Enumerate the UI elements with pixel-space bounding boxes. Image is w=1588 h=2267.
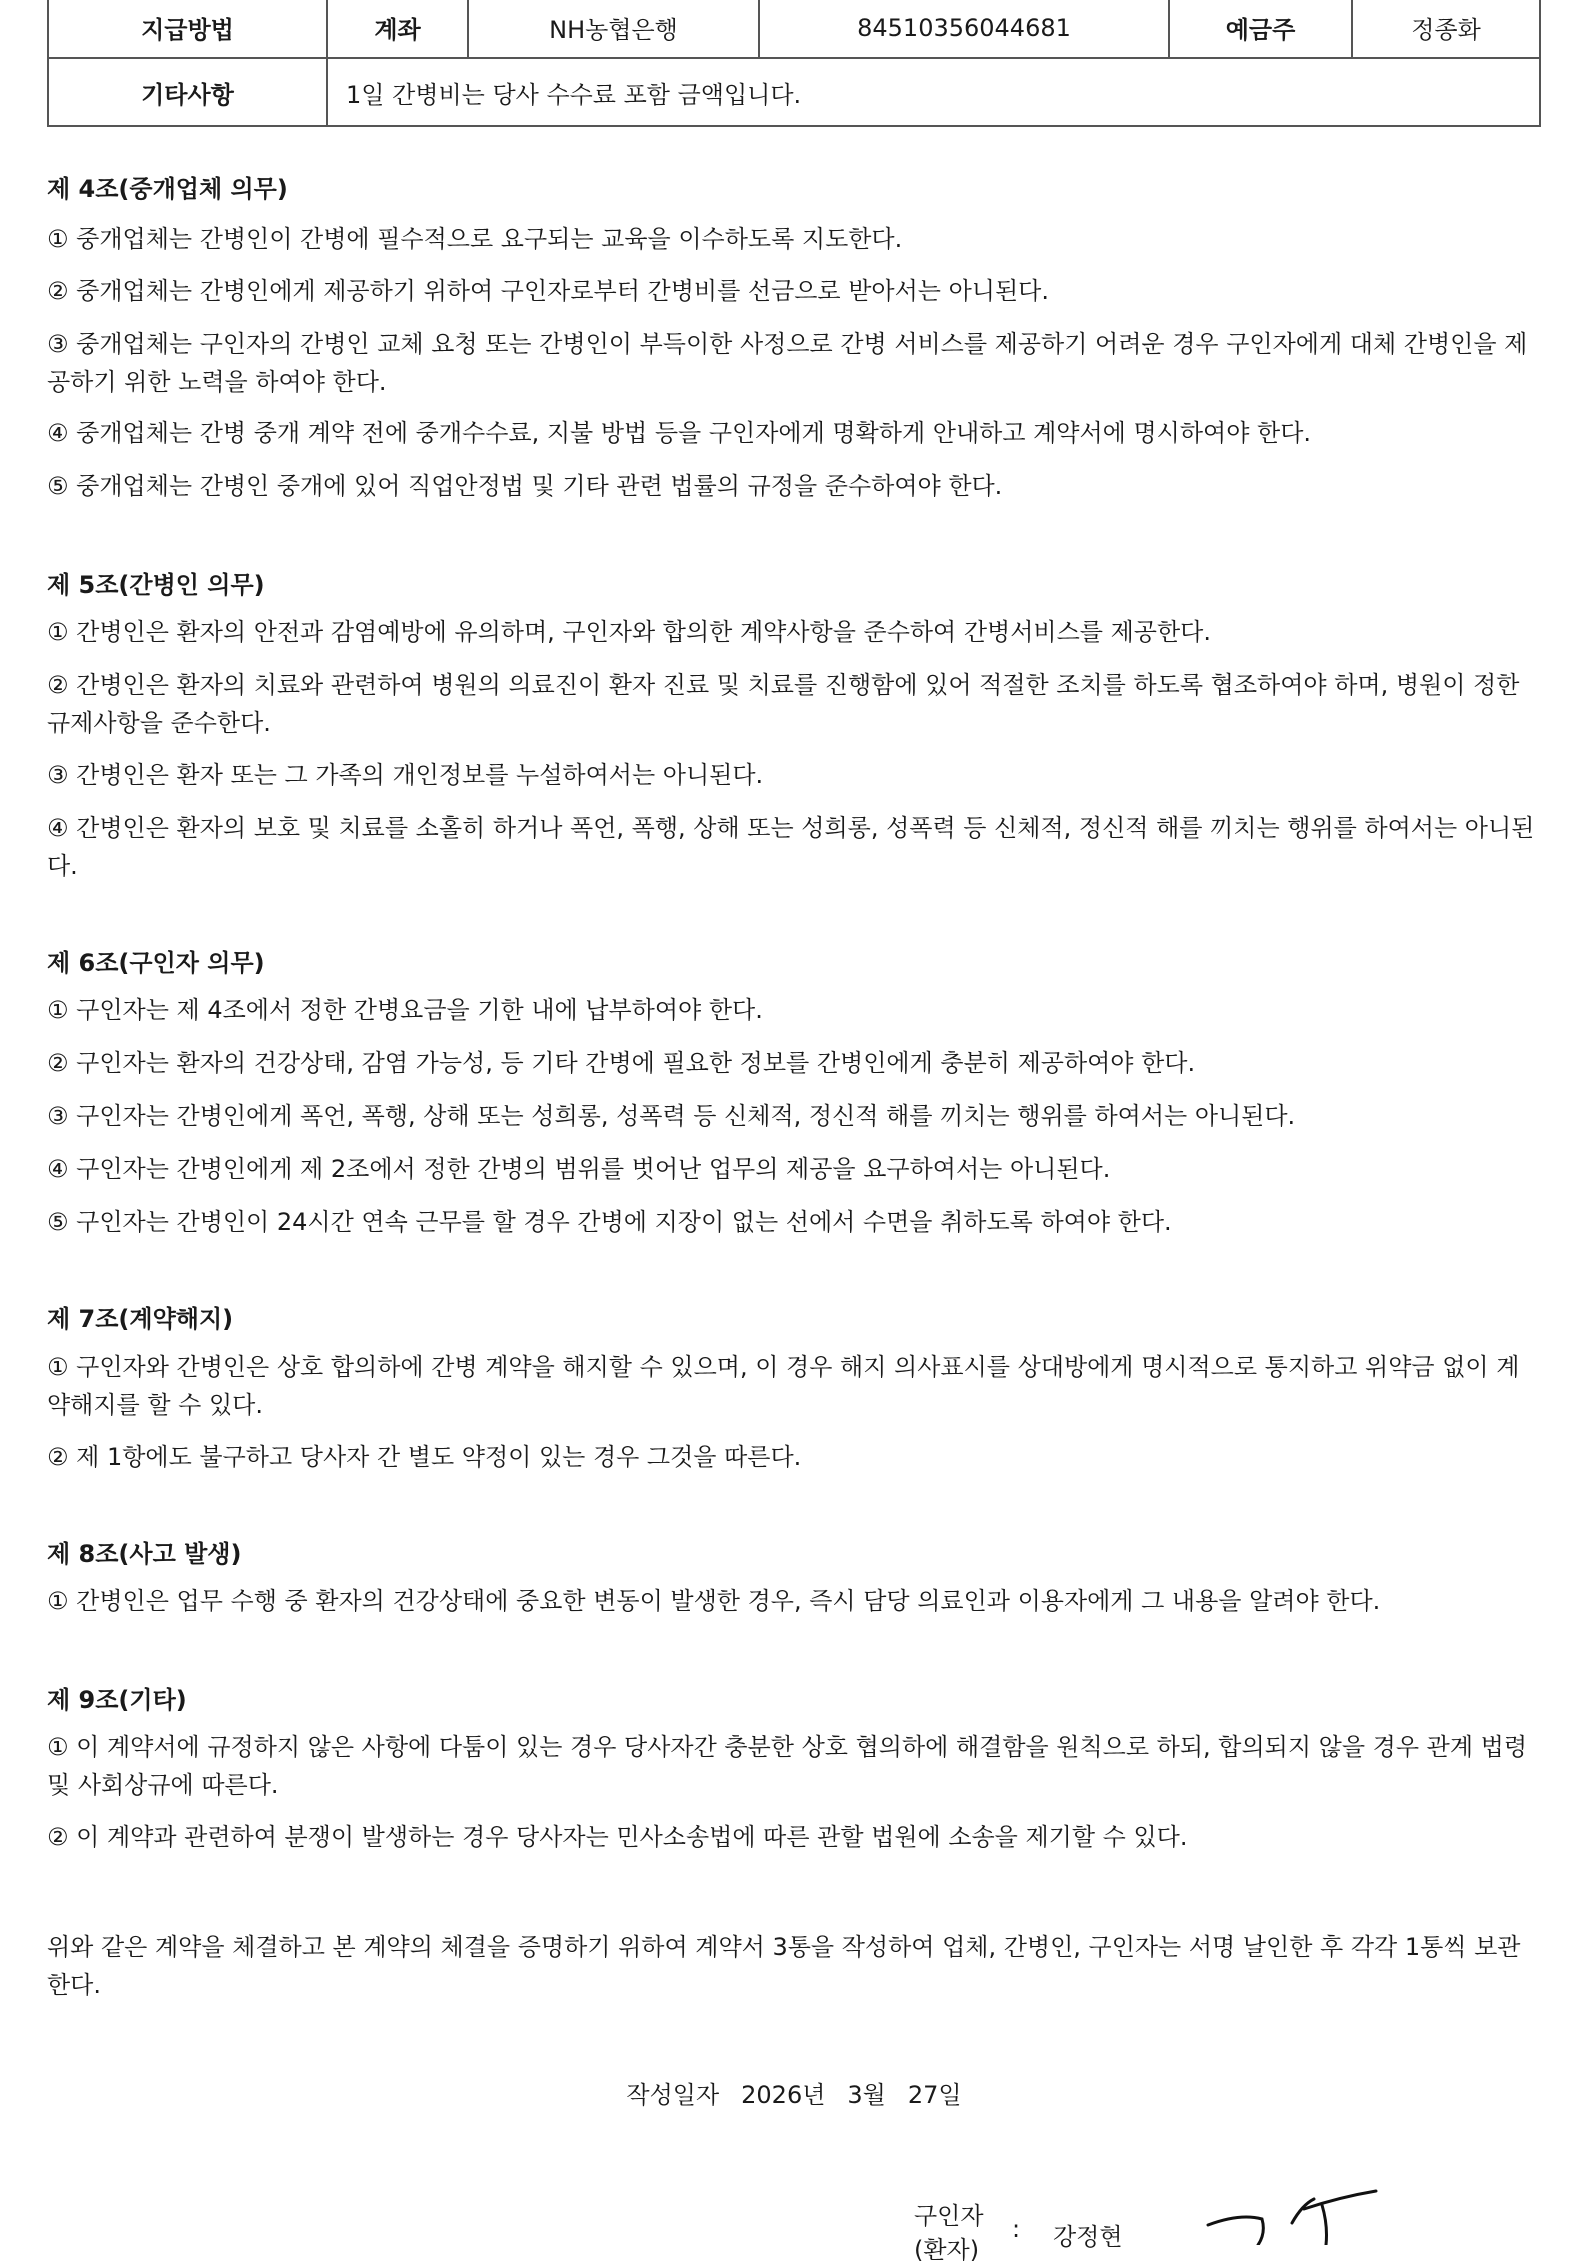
handwritten-signature bbox=[1200, 2185, 1410, 2245]
article-8-title: 제 8조(사고 발생) bbox=[47, 1540, 242, 1568]
date-label: 작성일자 bbox=[626, 2081, 720, 2109]
signature-name: 강정현 bbox=[1053, 2223, 1123, 2251]
article-7-item-2: ② 제 1항에도 불구하고 당사자 간 별도 약정이 있는 경우 그것을 따른다. bbox=[47, 1443, 802, 1471]
article-4-item-2: ② 중개업체는 간병인에게 제공하기 위하여 구인자로부터 간병비를 선금으로 받아서는 아니된다. bbox=[47, 277, 1049, 305]
article-5-item-2: ② 간병인은 환자의 치료와 관련하여 병원의 의료진이 환자 진료 및 치료를 진행함에 있어 적절한 조치를 하도록 협조하여야 하며, 병원이 정한 규제사항을 준수한다. bbox=[47, 671, 1520, 737]
article-4-item-4: ④ 중개업체는 간병 중개 계약 전에 중개수수료, 지불 방법 등을 구인자에게 명확하게 안내하고 계약서에 명시하여야 한다. bbox=[47, 419, 1312, 447]
payment-bank: NH농협은행 bbox=[468, 0, 759, 58]
article-9-item-2: ② 이 계약과 관련하여 분쟁이 발생하는 경우 당사자는 민사소송법에 따른 관할 법원에 소송을 제기할 수 있다. bbox=[47, 1823, 1188, 1851]
article-6-item-2: ② 구인자는 환자의 건강상태, 감염 가능성, 등 기타 간병에 필요한 정보를 간병인에게 충분히 제공하여야 한다. bbox=[47, 1049, 1196, 1077]
article-9-item-1: ① 이 계약서에 규정하지 않은 사항에 다툼이 있는 경우 당사자간 충분한 상호 협의하에 해결함을 원칙으로 하되, 합의되지 않을 경우 관계 법령 및 사회상규에 따른다. bbox=[47, 1733, 1528, 1799]
article-7-title: 제 7조(계약해지) bbox=[47, 1305, 234, 1333]
signature-role bbox=[914, 2199, 984, 2267]
payment-account-number: 84510356044681 bbox=[759, 0, 1169, 58]
payment-table bbox=[47, 0, 1541, 127]
article-6-title: 제 6조(구인자 의무) bbox=[47, 949, 265, 977]
article-8-item-1: ① 간병인은 업무 수행 중 환자의 건강상태에 중요한 변동이 발생한 경우, 즉시 담당 의료인과 이용자에게 그 내용을 알려야 한다. bbox=[47, 1587, 1381, 1615]
notes-value: 1일 간병비는 당사 수수료 포함 금액입니다. bbox=[327, 58, 1540, 126]
date-month: 3월 bbox=[847, 2081, 886, 2109]
article-4-title: 제 4조(중개업체 의무) bbox=[47, 175, 288, 203]
date-line bbox=[0, 2075, 1588, 2110]
date-day: 27일 bbox=[907, 2081, 962, 2109]
article-5-item-1: ① 간병인은 환자의 안전과 감염예방에 유의하며, 구인자와 합의한 계약사항을 준수하여 간병서비스를 제공한다. bbox=[47, 618, 1211, 646]
notes-label: 기타사항 bbox=[48, 58, 327, 126]
article-9-title: 제 9조(기타) bbox=[47, 1686, 187, 1714]
notes-row bbox=[48, 58, 1540, 126]
payment-account-type: 계좌 bbox=[327, 0, 468, 58]
signature-colon: : bbox=[1012, 2215, 1021, 2243]
payment-holder-label: 예금주 bbox=[1169, 0, 1352, 58]
article-4-item-5: ⑤ 중개업체는 간병인 중개에 있어 직업안정법 및 기타 관련 법률의 규정을 준수하여야 한다. bbox=[47, 472, 1003, 500]
article-5-item-4: ④ 간병인은 환자의 보호 및 치료를 소홀히 하거나 폭언, 폭행, 상해 또는 성희롱, 성폭력 등 신체적, 정신적 해를 끼치는 행위를 하여서는 아니된다. bbox=[47, 814, 1535, 880]
article-7-item-1: ① 구인자와 간병인은 상호 합의하에 간병 계약을 해지할 수 있으며, 이 경우 해지 의사표시를 상대방에게 명시적으로 통지하고 위약금 없이 계약해지를 할 수 있다. bbox=[47, 1353, 1520, 1419]
payment-method-label: 지급방법 bbox=[48, 0, 327, 58]
article-4-item-1: ① 중개업체는 간병인이 간병에 필수적으로 요구되는 교육을 이수하도록 지도한다. bbox=[47, 225, 903, 253]
article-5-item-3: ③ 간병인은 환자 또는 그 가족의 개인정보를 누설하여서는 아니된다. bbox=[47, 761, 764, 789]
article-5-title: 제 5조(간병인 의무) bbox=[47, 571, 265, 599]
article-6-item-4: ④ 구인자는 간병인에게 제 2조에서 정한 간병의 범위를 벗어난 업무의 제공을 요구하여서는 아니된다. bbox=[47, 1155, 1111, 1183]
payment-holder-name: 정종화 bbox=[1352, 0, 1540, 58]
signature-role-label: 구인자 bbox=[914, 2202, 984, 2230]
article-6-item-1: ① 구인자는 제 4조에서 정한 간병요금을 기한 내에 납부하여야 한다. bbox=[47, 996, 763, 1024]
article-4-item-3: ③ 중개업체는 구인자의 간병인 교체 요청 또는 간병인이 부득이한 사정으로 간병 서비스를 제공하기 어려운 경우 구인자에게 대체 간병인을 제공하기 위한 노력을 하여야 한다. bbox=[47, 330, 1528, 396]
article-6-item-5: ⑤ 구인자는 간병인이 24시간 연속 근무를 할 경우 간병에 지장이 없는 선에서 수면을 취하도록 하여야 한다. bbox=[47, 1208, 1172, 1236]
signature-role-sub: (환자) bbox=[914, 2236, 980, 2264]
article-6-item-3: ③ 구인자는 간병인에게 폭언, 폭행, 상해 또는 성희롱, 성폭력 등 신체적, 정신적 해를 끼치는 행위를 하여서는 아니된다. bbox=[47, 1102, 1296, 1130]
date-year: 2026년 bbox=[741, 2081, 826, 2109]
payment-row bbox=[48, 0, 1540, 58]
closing-statement: 위와 같은 계약을 체결하고 본 계약의 체결을 증명하기 위하여 계약서 3통을 작성하여 업체, 간병인, 구인자는 서명 날인한 후 각각 1통씩 보관한다. bbox=[47, 1933, 1521, 1999]
